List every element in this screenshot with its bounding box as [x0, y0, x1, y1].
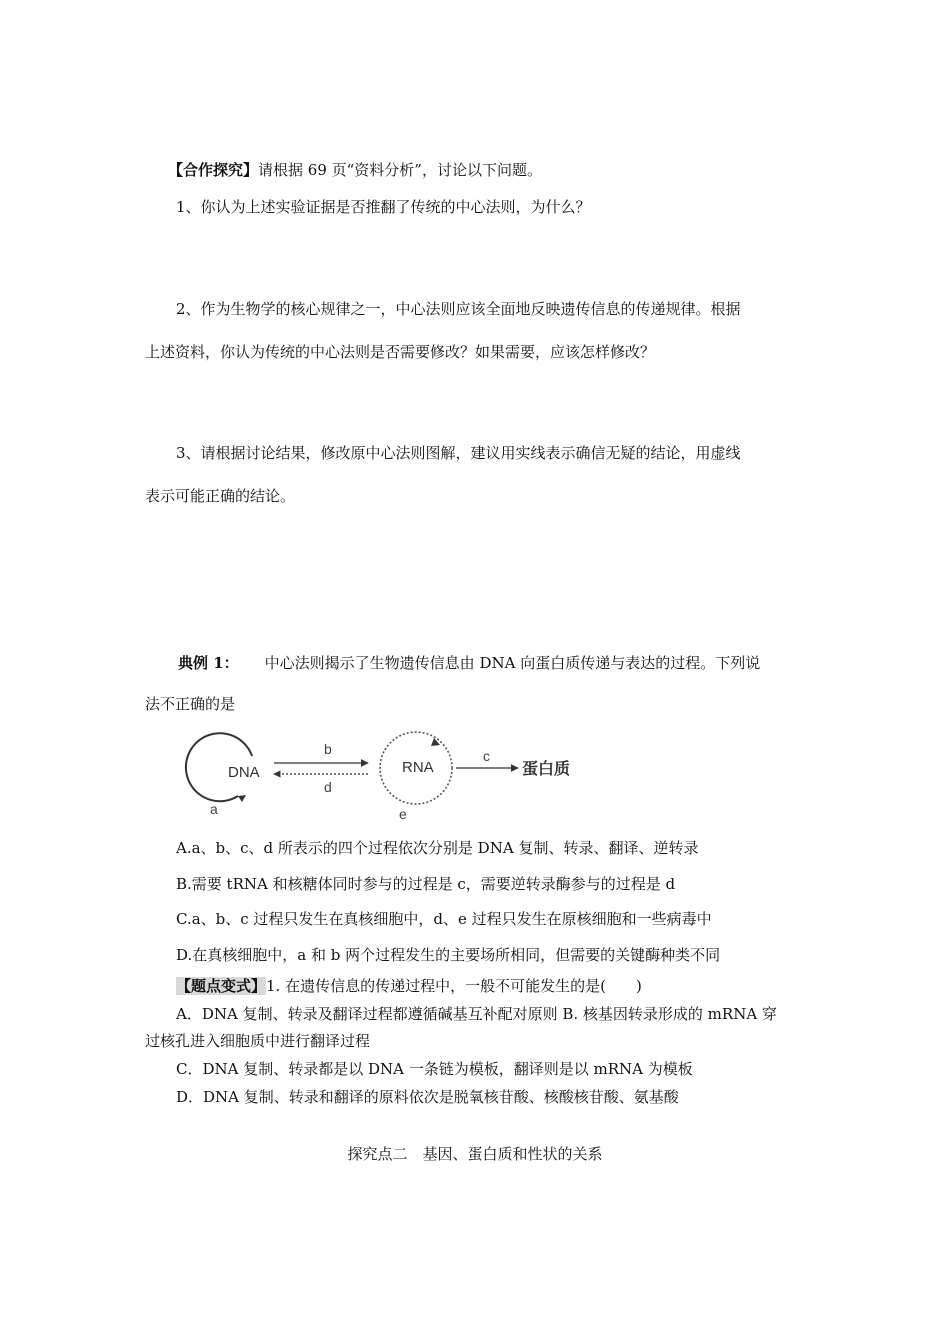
variant-option-a-line-2: 过核孔进入细胞质中进行翻译过程	[145, 1032, 371, 1050]
variant-option-a-line-1: A．DNA 复制、转录及翻译过程都遵循碱基互补配对原则 B. 核基因转录形成的 mRNA 穿	[176, 1005, 777, 1023]
label-c: c	[483, 748, 490, 764]
dna-label: DNA	[228, 764, 260, 781]
protein-label: 蛋白质	[522, 761, 571, 778]
label-e: e	[399, 806, 407, 822]
central-dogma-diagram	[178, 726, 598, 822]
loop-a-arrowhead	[238, 795, 246, 802]
variant-question-line	[176, 976, 642, 996]
label-d: d	[324, 779, 332, 795]
question-2-line-1: 2、作为生物学的核心规律之一，中心法则应该全面地反映遗传信息的传递规律。根据	[176, 300, 741, 318]
question-3-line-2: 表示可能正确的结论。	[145, 487, 296, 505]
next-section-heading: 探究点二 基因、蛋白质和性状的关系	[347, 1145, 603, 1163]
example-option-c: C.a、b、c 过程只发生在真核细胞中，d、e 过程只发生在原核细胞和一些病毒中	[176, 910, 712, 928]
example-option-a: A.a、b、c、d 所表示的四个过程依次分别是 DNA 复制、转录、翻译、逆转录	[176, 839, 699, 857]
question-1: 1、你认为上述实验证据是否推翻了传统的中心法则，为什么？	[176, 198, 591, 216]
rna-label: RNA	[402, 759, 434, 776]
variant-tag: 【题点变式】	[176, 977, 267, 995]
variant-stem: 1. 在遗传信息的传递过程中，一般不可能发生的是( )	[266, 977, 642, 995]
label-a: a	[210, 801, 218, 817]
label-b: b	[324, 741, 332, 757]
example-1-stem: 中心法则揭示了生物遗传信息由 DNA 向蛋白质传递与表达的过程。下列说	[264, 654, 761, 672]
variant-option-c: C．DNA 复制、转录都是以 DNA 一条链为模板，翻译则是以 mRNA 为模板	[176, 1060, 693, 1078]
example-1-line-1	[178, 653, 760, 673]
example-option-b: B.需要 tRNA 和核糖体同时参与的过程是 c，需要逆转录酶参与的过程是 d	[176, 875, 676, 893]
example-1-line-2: 法不正确的是	[145, 695, 236, 713]
example-option-d: D.在真核细胞中，a 和 b 两个过程发生的主要场所相同，但需要的关键酶种类不同	[176, 946, 721, 964]
variant-option-d: D．DNA 复制、转录和翻译的原料依次是脱氧核苷酸、核酸核苷酸、氨基酸	[176, 1088, 679, 1106]
question-2-line-2: 上述资料，你认为传统的中心法则是否需要修改？如果需要，应该怎样修改？	[145, 343, 656, 361]
question-3-line-1: 3、请根据讨论结果，修改原中心法则图解，建议用实线表示确信无疑的结论，用虚线	[176, 444, 741, 462]
cooperative-exploration-tag: 【合作探究】	[168, 161, 259, 179]
cooperative-exploration-intro: 请根据 69 页“资料分析”，讨论以下问题。	[258, 161, 542, 179]
cooperative-exploration-line	[168, 160, 542, 180]
example-1-label: 典例 1：	[178, 654, 239, 672]
